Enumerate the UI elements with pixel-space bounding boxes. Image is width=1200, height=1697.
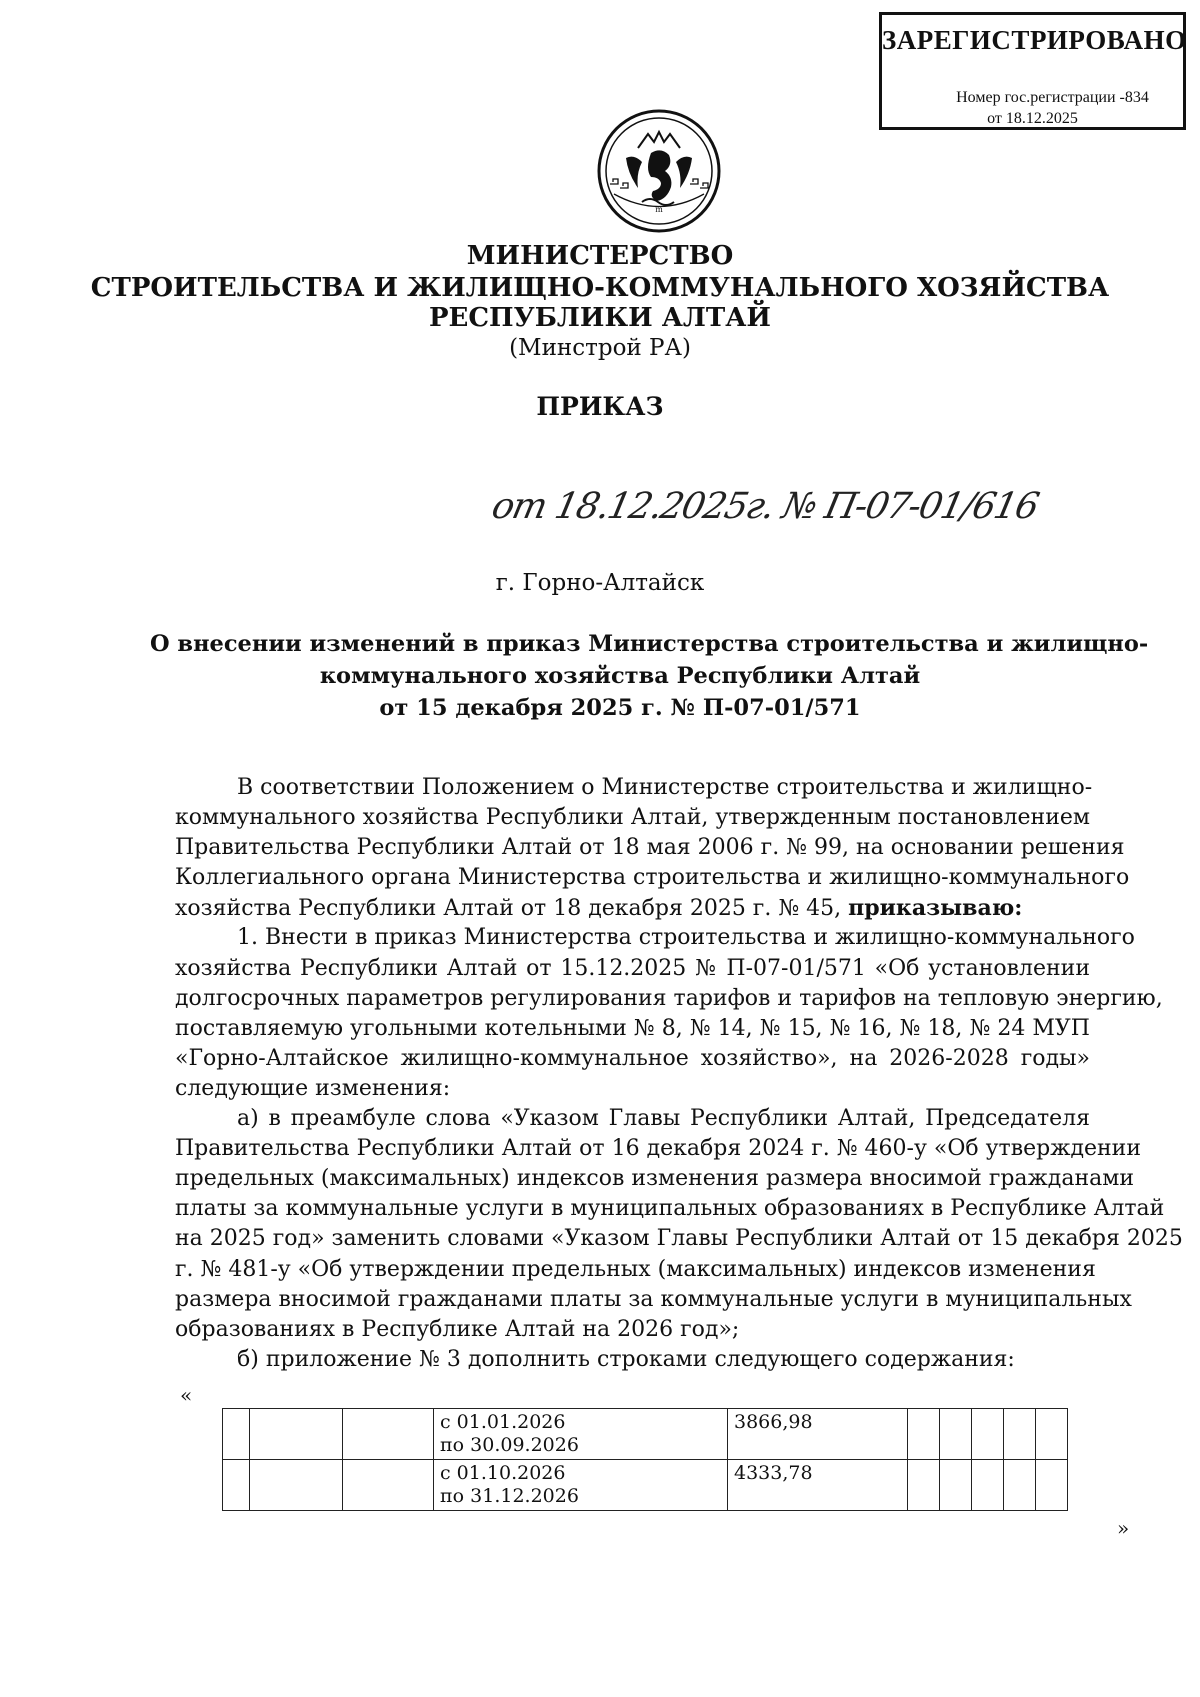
body-line: «Горно-Алтайское жилищно-коммунальное хозяйство», на 2026-2028 годы» (175, 1045, 1090, 1071)
table-row (223, 1409, 1068, 1460)
table-cell (250, 1409, 343, 1460)
subject-line: О внесении изменений в приказ Министерства строительства и жилищно- (150, 631, 1149, 657)
ministry-short-name: (Минстрой РА) (509, 335, 691, 361)
svg-text:m: m (655, 205, 663, 214)
body-line: размера вносимой гражданами платы за коммунальные услуги в муниципальных (175, 1286, 1132, 1312)
item-1-paragraph (175, 923, 1163, 1104)
body-line: платы за коммунальные услуги в муниципальных образованиях в Республике Алтай (175, 1196, 1165, 1222)
registration-stamp (879, 12, 1186, 130)
table-cell (223, 1460, 250, 1511)
subject-line: от 15 декабря 2025 г. № П-07-01/571 (379, 695, 861, 721)
stamp-registration-number: Номер гос.регистрации -834 (956, 89, 1149, 106)
table-cell (250, 1460, 343, 1511)
handwritten-text: от 18.12.2025г. № П-07-01/616 (488, 484, 1042, 527)
body-line: В соответствии Положением о Министерстве строительства и жилищно- (237, 775, 1093, 800)
body-line: г. № 481-у «Об утверждении предельных (максимальных) индексов изменения (175, 1256, 1096, 1282)
table-row (223, 1460, 1068, 1511)
tariff-value: 4333,78 (734, 1462, 813, 1484)
table-cell (343, 1460, 434, 1511)
table-cell (1036, 1460, 1068, 1511)
ministry-heading: МИНИСТЕРСТВО (466, 241, 734, 271)
table-cell-value (728, 1460, 908, 1511)
body-line: долгосрочных параметров регулирования тарифов и тарифов на тепловую энергию, (175, 985, 1163, 1011)
body-line: поставляемую угольными котельными № 8, № 14, № 15, № 16, № 18, № 24 МУП (175, 1015, 1090, 1041)
ministry-full-name: СТРОИТЕЛЬСТВА И ЖИЛИЩНО-КОММУНАЛЬНОГО ХОЗЯЙСТВА (90, 273, 1110, 303)
preamble-paragraph (175, 773, 1130, 923)
handwritten-date-number (488, 472, 1042, 542)
tariff-value: 3866,98 (734, 1411, 813, 1433)
body-line: следующие изменения: (175, 1075, 451, 1101)
period-from: с 01.01.2026 (440, 1411, 566, 1433)
item-b-paragraph (175, 1345, 1090, 1375)
table-cell-period (434, 1409, 728, 1460)
body-line: хозяйства Республики Алтай от 15.12.2025 № П-07-01/571 «Об установлении (175, 955, 1090, 981)
ministry-republic: РЕСПУБЛИКИ АЛТАЙ (428, 303, 771, 333)
table-cell (972, 1409, 1004, 1460)
table-cell-value (728, 1409, 908, 1460)
coat-of-arms-emblem (596, 108, 722, 234)
table-cell (1004, 1409, 1036, 1460)
period-to: по 30.09.2026 (440, 1434, 579, 1456)
body-line: Коллегиального органа Министерства строительства и жилищно-коммунального (175, 865, 1130, 891)
body-line (175, 893, 1090, 923)
stamp-date: от 18.12.2025 (987, 110, 1078, 127)
amendment-table (222, 1408, 1068, 1511)
document-type: ПРИКАЗ (536, 392, 664, 421)
table-cell (1036, 1409, 1068, 1460)
table-cell (343, 1409, 434, 1460)
item-a-paragraph (175, 1104, 1183, 1345)
table-cell (972, 1460, 1004, 1511)
body-line: образованиях в Республике Алтай на 2026 год»; (175, 1316, 740, 1342)
table-cell (1004, 1460, 1036, 1511)
table-cell (940, 1460, 972, 1511)
opening-quote: « (180, 1383, 193, 1407)
order-verb: приказываю: (848, 895, 1023, 922)
body-line: на 2025 год» заменить словами «Указом Главы Республики Алтай от 15 декабря 2025 (175, 1226, 1183, 1252)
body-line-text: хозяйства Республики Алтай от 18 декабря 2025 г. № 45, (175, 896, 842, 922)
body-line: Правительства Республики Алтай от 18 мая 2006 г. № 99, на основании решения (175, 835, 1125, 861)
body-line: Правительства Республики Алтай от 16 декабря 2024 г. № 460-у «Об утверждении (175, 1136, 1142, 1162)
closing-quote: » (1117, 1516, 1130, 1540)
period-from: с 01.10.2026 (440, 1462, 566, 1484)
body-line: б) приложение № 3 дополнить строками следующего содержания: (237, 1346, 1015, 1372)
table-cell (940, 1409, 972, 1460)
city: г. Горно-Алтайск (495, 570, 705, 596)
stamp-title: ЗАРЕГИСТРИРОВАНО (882, 25, 1187, 55)
body-line: 1. Внести в приказ Министерства строительства и жилищно-коммунального (237, 925, 1135, 951)
order-subject (150, 628, 1149, 724)
table-cell (223, 1409, 250, 1460)
body-line: коммунального хозяйства Республики Алтай, утвержденным постановлением (175, 805, 1090, 831)
body-line: предельных (максимальных) индексов изменения размера вносимой гражданами (175, 1166, 1134, 1192)
table-cell (908, 1409, 940, 1460)
table-cell-period (434, 1460, 728, 1511)
period-to: по 31.12.2026 (440, 1485, 579, 1507)
body-line: а) в преамбуле слова «Указом Главы Республики Алтай, Председателя (237, 1106, 1090, 1132)
subject-line: коммунального хозяйства Республики Алтай (319, 663, 921, 689)
order-body (175, 773, 1183, 1375)
table-cell (908, 1460, 940, 1511)
